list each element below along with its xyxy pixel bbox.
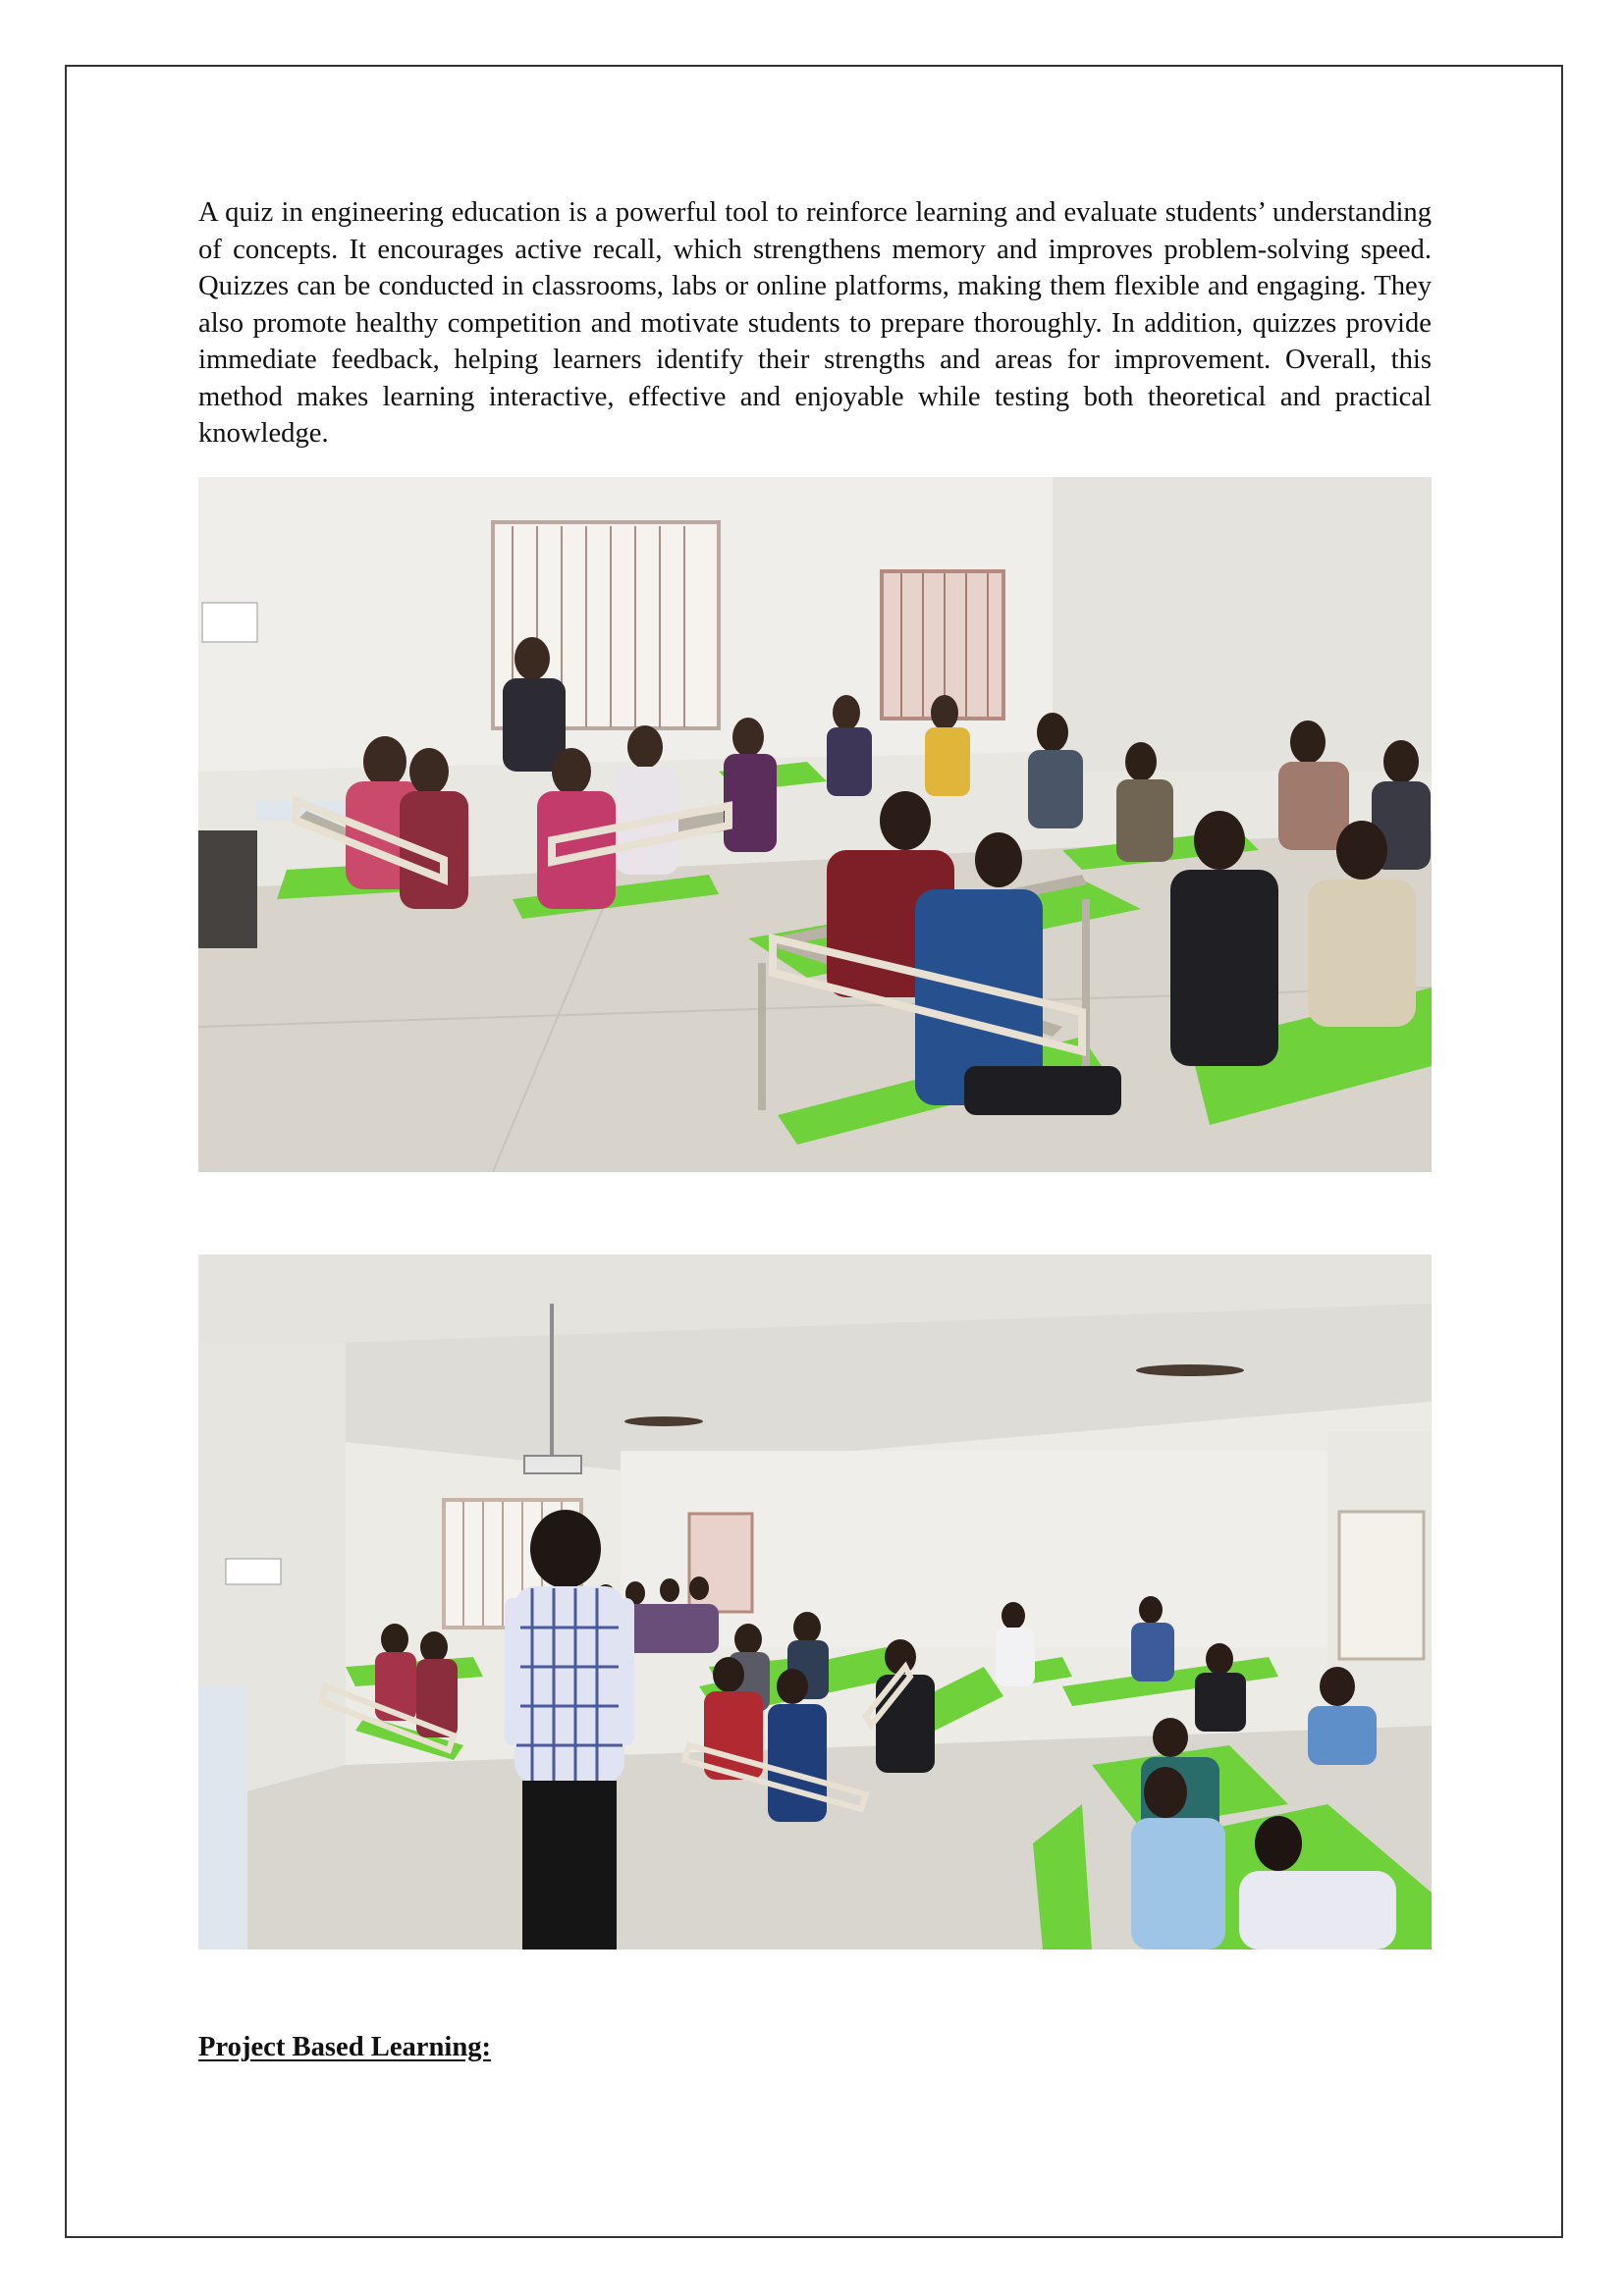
classroom-photo-2-image <box>198 1255 1432 1949</box>
classroom-photo-1 <box>198 477 1432 1172</box>
section-heading: Project Based Learning: <box>198 2032 492 2062</box>
classroom-photo-2 <box>198 1255 1432 1949</box>
classroom-photo-1-image <box>198 477 1432 1172</box>
body-paragraph: A quiz in engineering education is a powerful tool to reinforce learning and evaluate students’ understanding of concepts. It encourages active recall, which strengthens memory and improves problem-solving speed. Quizzes can be conducted in classrooms, labs or online platforms, making them flexible and engaging. They also promote healthy competition and motivate students to prepare thoroughly. In addition, quizzes provide immediate feedback, helping learners identify their strengths and areas for improvement. Overall, this method makes learning interactive, effective and enjoyable while testing both theoretical and practical knowledge. <box>198 197 1432 449</box>
document-body <box>198 194 1432 453</box>
